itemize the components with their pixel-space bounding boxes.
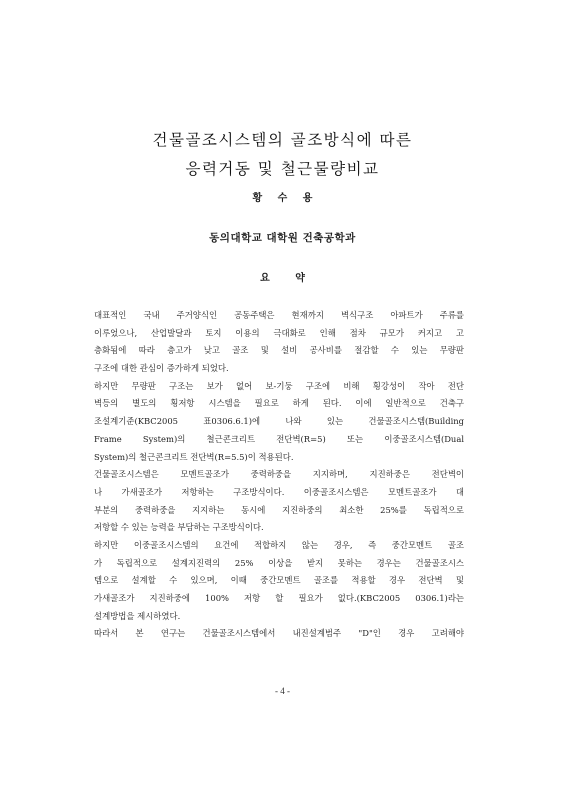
abstract-line: 설계방법을 제시하였다. xyxy=(94,610,181,621)
abstract-line: 나 가새골조가 저항하는 구조방식이다. 이중골조시스템은 모멘트골조가 대 xyxy=(94,486,464,497)
author-name: 황 수 용 xyxy=(252,193,313,204)
title-line-2: 응력거동 및 철근물량비교 xyxy=(185,160,380,178)
abstract-body xyxy=(94,307,464,643)
abstract-line: 벽등의 별도의 횡저항 시스템을 필요로 하게 된다. 이에 일반적으로 건축구 xyxy=(94,398,464,409)
abstract-heading: 요 약 xyxy=(260,273,305,284)
affiliation: 동의대학교 대학원 건축공학과 xyxy=(209,232,356,244)
abstract-line: 가새골조가 지진하중에 100% 저항 할 필요가 없다.(KBC2005 0306.1)라는 xyxy=(94,593,464,603)
abstract-line: 저항할 수 있는 능력을 부담하는 구조방식이다. xyxy=(94,522,264,533)
abstract-line: 따라서 본 연구는 건물골조시스템에서 내진설계범주 "D"인 경우 고려해야 xyxy=(94,628,464,639)
page-number: - 4 - xyxy=(275,686,290,696)
abstract-line: 대표적인 국내 주거양식인 공동주택은 현재까지 벽식구조 아파트가 주류를 xyxy=(94,310,464,320)
abstract-line: 하지만 이중골조시스템의 요건에 적합하지 않는 경우, 즉 중간모멘트 골조 xyxy=(94,539,464,550)
abstract-line: 층화됨에 따라 층고가 낮고 골조 및 설비 공사비를 절감할 수 있는 무량판 xyxy=(94,345,464,356)
abstract-line: System)의 철근콘크리트 전단벽(R=5.5)이 적용된다. xyxy=(94,451,294,462)
abstract-line: 부분의 중력하중을 지지하는 동시에 지진하중의 최소한 25%를 독립적으로 xyxy=(94,504,464,515)
abstract-line: 가 독립적으로 설계지진력의 25% 이상을 받지 못하는 경우는 건물골조시스 xyxy=(94,557,464,568)
abstract-line: 구조에 대한 관심이 증가하게 되었다. xyxy=(94,363,229,374)
abstract-line: 건물골조시스템은 모멘트골조가 중력하중을 지지하며, 지진하중은 전단벽이 xyxy=(94,469,464,480)
abstract-line: 하지만 무량판 구조는 보가 없어 보-기둥 구조에 비해 횡강성이 작아 전단 xyxy=(94,380,464,391)
title-line-1: 건물골조시스템의 골조방식에 따른 xyxy=(152,131,413,149)
abstract-line: 템으로 설계할 수 있으며, 이때 중간모멘트 골조를 적용할 경우 전단벽 및 xyxy=(94,575,464,586)
abstract-line: Frame System)의 철근콘크리트 전단벽(R=5) 또는 이중골조시스템(Dual xyxy=(94,433,464,444)
abstract-line: 조설계기준(KBC2005 표0306.6.1)에 나와 있는 건물골조시스템(Building xyxy=(94,416,464,427)
abstract-line: 이루었으나, 산업발달과 토지 이용의 극대화로 인해 점차 규모가 커지고 고 xyxy=(94,327,464,338)
